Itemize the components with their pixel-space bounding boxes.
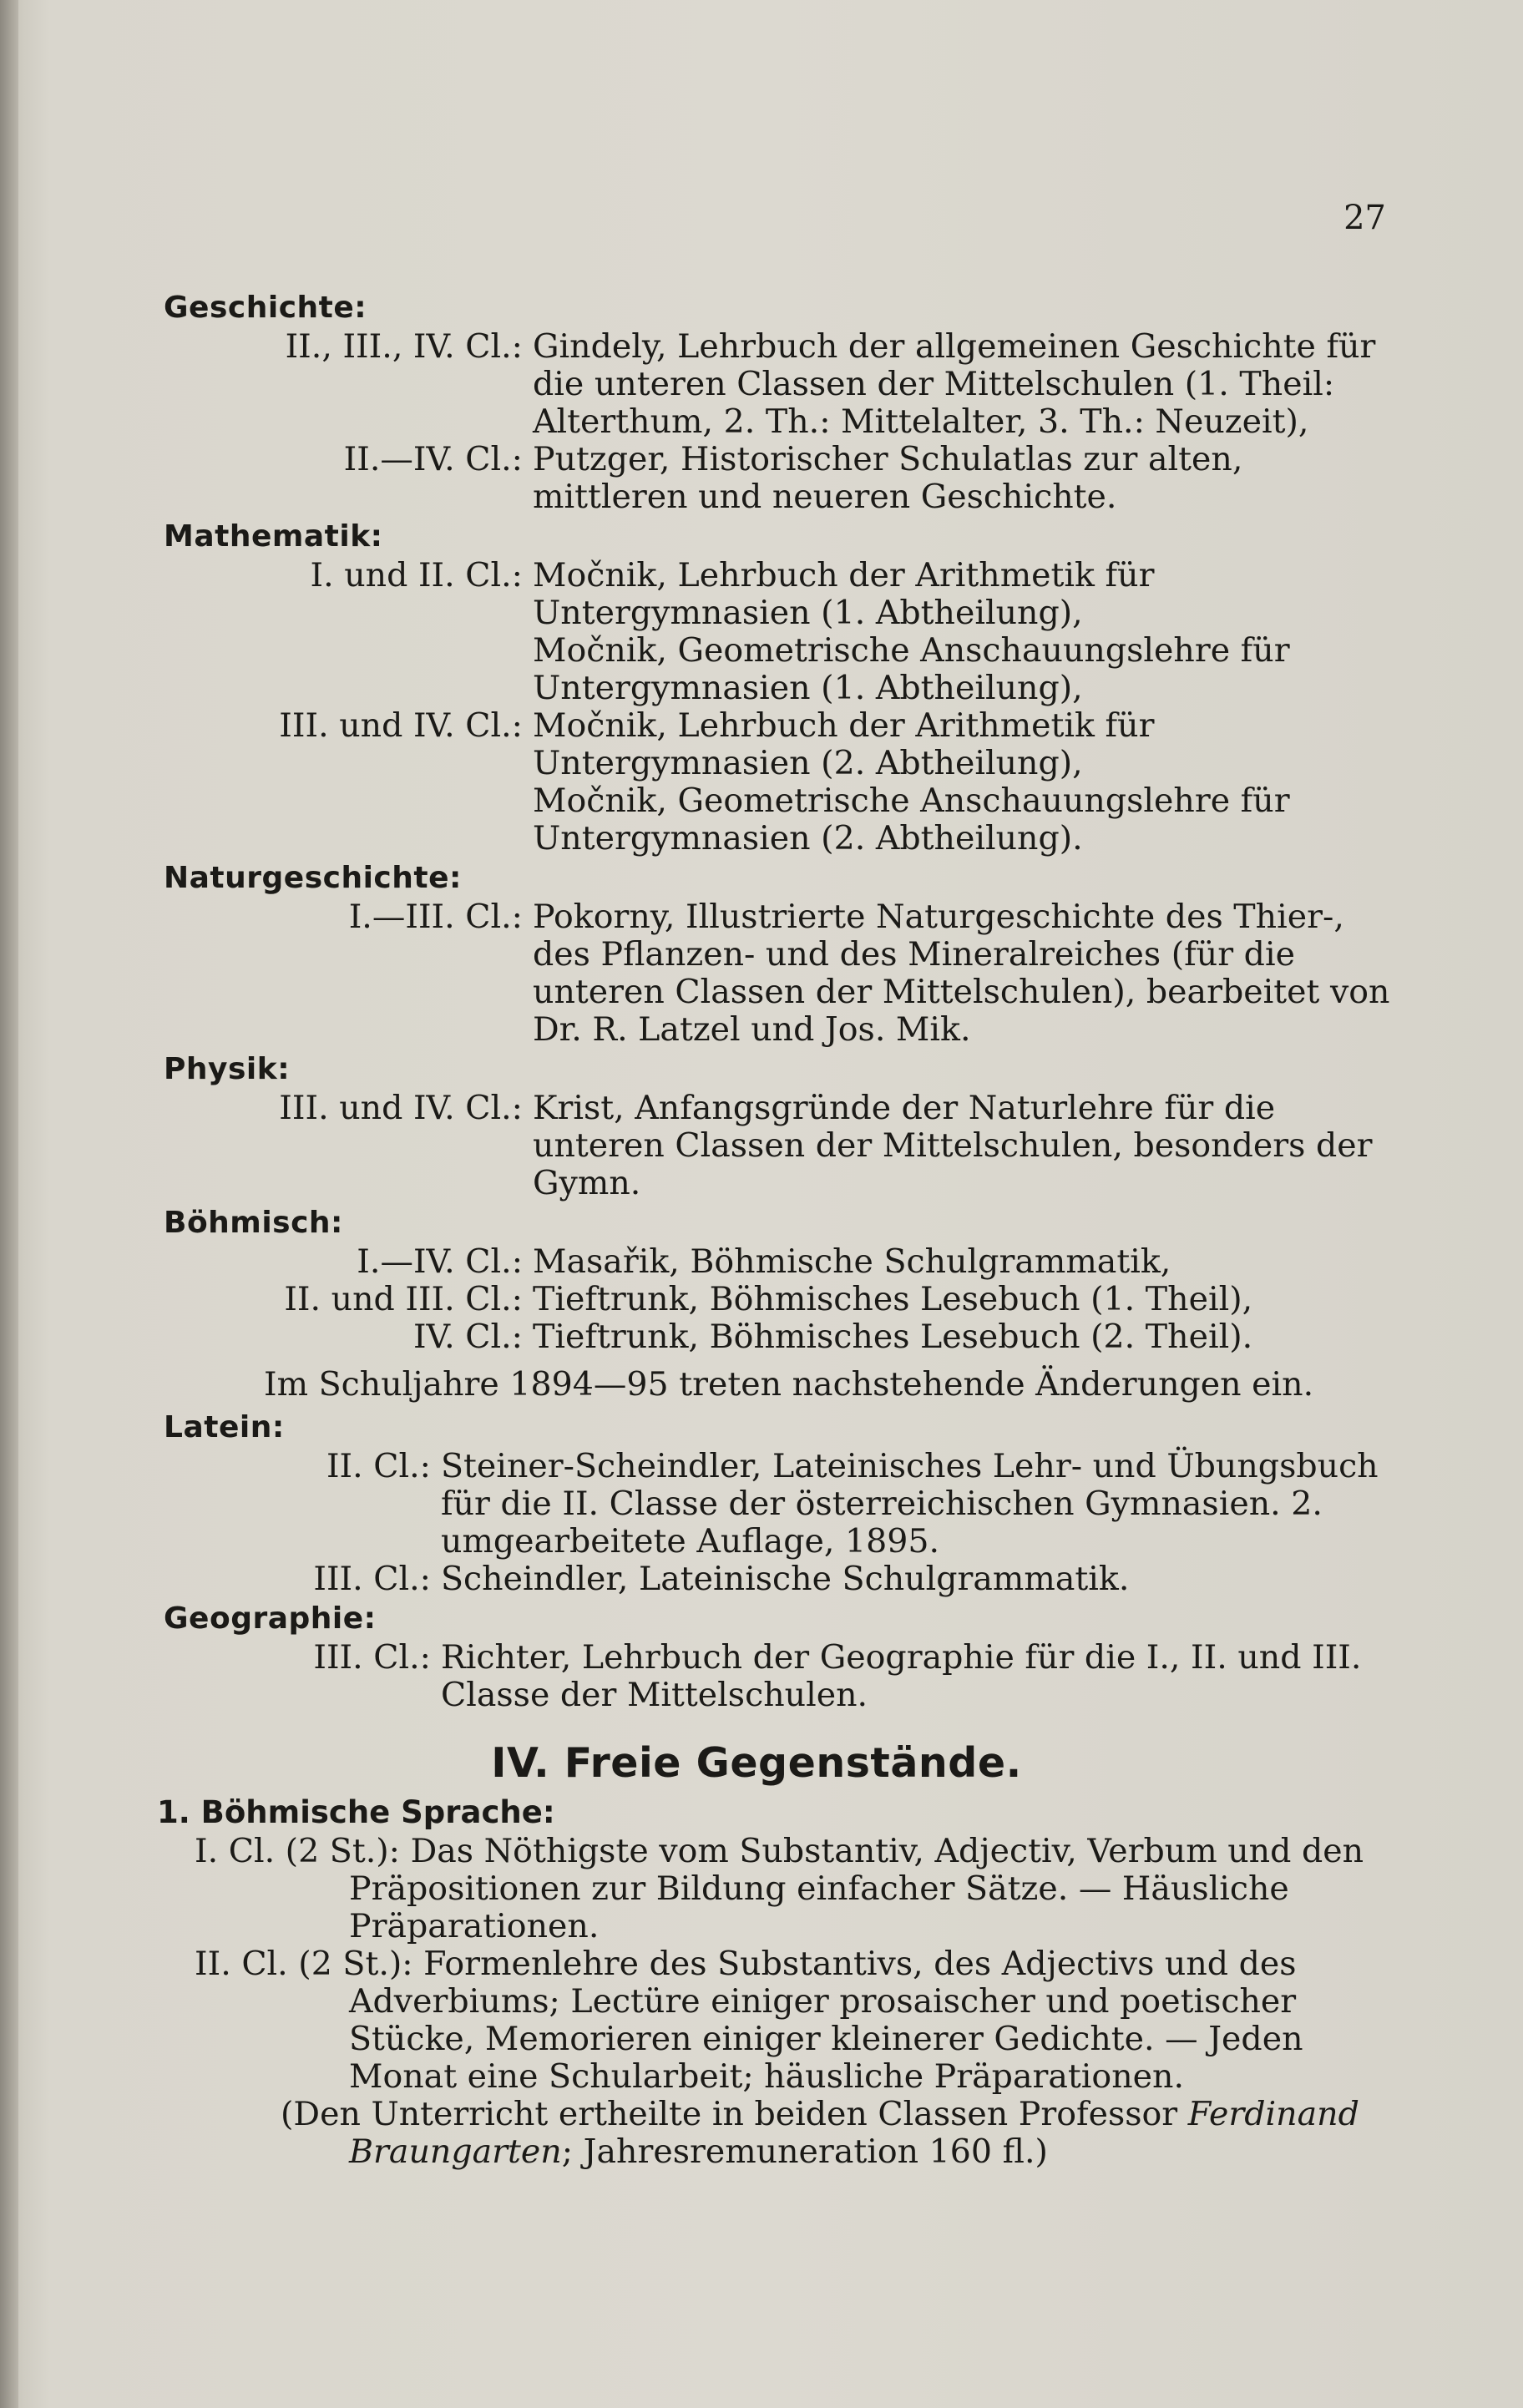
book-entry (164, 782, 1399, 857)
book-entry (164, 1561, 1399, 1598)
lesson-item (164, 1833, 1399, 1945)
entry-text: Scheindler, Lateinische Schulgrammatik. (441, 1560, 1130, 1598)
section-title-boehmisch: Böhmisch: (164, 1206, 343, 1240)
book-entry (164, 1243, 1399, 1281)
part-title: IV. Freie Gegenstände. (491, 1739, 1022, 1787)
entry-text: Pokorny, Illustrierte Naturgeschichte des Thier-, des Pflanzen- und des Mineralreiches (für die unteren Classen der Mittelschulen), bearbeitet von Dr. R. Latzel und Jos. Mik. (533, 898, 1390, 1049)
entry-class-label: I.—IV. Cl.: (357, 1242, 523, 1281)
book-entry (164, 632, 1399, 707)
book-entry (164, 1281, 1399, 1318)
entry-text: Krist, Anfangsgründe der Naturlehre für die unteren Classen der Mittelschulen, besonders der Gymn. (533, 1089, 1373, 1202)
section-title-physik: Physik: (164, 1052, 291, 1086)
entry-class-label: I.—III. Cl.: (348, 898, 523, 936)
entry-class-label: II. Cl.: (326, 1447, 431, 1485)
section-title-mathematik: Mathematik: (164, 519, 383, 554)
teacher-note (164, 2096, 1399, 2171)
entry-class-label: III. Cl.: (313, 1560, 431, 1598)
entry-class-label: III. und IV. Cl.: (279, 706, 523, 745)
lesson-text: Das Nöthigste vom Substantiv, Adjectiv, Verbum und den Präpositionen zur Bildung einfacher Sätze. — Häusliche Präparationen. (349, 1832, 1364, 1945)
lesson-label: II. Cl. (2 St.): (195, 1945, 413, 1983)
note-text-before: (Den Unterricht ertheilte in beiden Classen Professor (281, 2095, 1188, 2133)
lesson-item (164, 1945, 1399, 2096)
entry-class-label (164, 782, 523, 857)
book-entry (164, 1090, 1399, 1202)
note-text-after: ; Jahresremuneration 160 fl.) (561, 2132, 1048, 2171)
entry-class-label: II., III., IV. Cl.: (285, 327, 523, 366)
book-entry (164, 441, 1399, 516)
entry-class-label: III. und IV. Cl.: (279, 1089, 523, 1127)
teacher-name: Ferdinand Braungarten (349, 2095, 1359, 2171)
section-title-geschichte: Geschichte: (164, 291, 367, 325)
page-content (157, 287, 1399, 2171)
entry-text: Močnik, Lehrbuch der Arithmetik für Untergymnasien (1. Abtheilung), (533, 556, 1155, 632)
entry-class-label: II.—IV. Cl.: (343, 440, 523, 478)
book-entry (164, 1639, 1399, 1714)
changes-notice: Im Schuljahre 1894—95 treten nachstehende Änderungen ein. (264, 1365, 1314, 1404)
section-title-geographie: Geographie: (164, 1601, 377, 1636)
entry-text: Močnik, Geometrische Anschauungslehre für Untergymnasien (1. Abtheilung), (533, 631, 1290, 707)
entry-text: Putzger, Historischer Schulatlas zur alten, mittleren und neueren Geschichte. (533, 440, 1243, 516)
entry-text: Masařik, Böhmische Schulgrammatik, (533, 1242, 1171, 1281)
book-entry (164, 328, 1399, 441)
book-entry (164, 1448, 1399, 1561)
page-number: 27 (1343, 199, 1386, 237)
lesson-label: I. Cl. (2 St.): (195, 1832, 400, 1870)
book-entry (164, 557, 1399, 632)
entry-text: Gindely, Lehrbuch der allgemeinen Geschichte für die unteren Classen der Mittelschulen (1. Theil: Alterthum, 2. Th.: Mittelalter, 3. Th.: Neuzeit), (533, 327, 1376, 441)
lesson-text: Formenlehre des Substantivs, des Adjectivs und des Adverbiums; Lectüre einiger prosaischer und poetischer Stücke, Memorieren einiger kleinerer Gedichte. — Jeden Monat eine Schularbeit; häusliche Präparationen. (349, 1945, 1303, 2096)
section-title-naturgeschichte: Naturgeschichte: (164, 861, 462, 895)
book-entry (164, 1318, 1399, 1356)
entry-text: Močnik, Geometrische Anschauungslehre für Untergymnasien (2. Abtheilung). (533, 782, 1290, 857)
entry-class-label: IV. Cl.: (412, 1318, 523, 1356)
entry-text: Steiner-Scheindler, Lateinisches Lehr- und Übungsbuch für die II. Classe der österreichischen Gymnasien. 2. umgearbeitete Auflage, 1895. (441, 1447, 1379, 1561)
entry-class-label (164, 632, 523, 707)
book-entry (164, 707, 1399, 782)
entry-class-label: I. und II. Cl.: (310, 556, 523, 594)
entry-text: Tieftrunk, Böhmisches Lesebuch (1. Theil), (533, 1280, 1253, 1318)
entry-text: Tieftrunk, Böhmisches Lesebuch (2. Theil). (533, 1318, 1253, 1356)
entry-text: Močnik, Lehrbuch der Arithmetik für Untergymnasien (2. Abtheilung), (533, 706, 1155, 782)
subsection-title: 1. Böhmische Sprache: (157, 1794, 555, 1830)
book-entry (164, 898, 1399, 1049)
entry-text: Richter, Lehrbuch der Geographie für die I., II. und III. Classe der Mittelschulen. (441, 1638, 1362, 1714)
section-title-latein: Latein: (164, 1410, 285, 1444)
entry-class-label: II. und III. Cl.: (284, 1280, 523, 1318)
entry-class-label: III. Cl.: (313, 1638, 431, 1677)
